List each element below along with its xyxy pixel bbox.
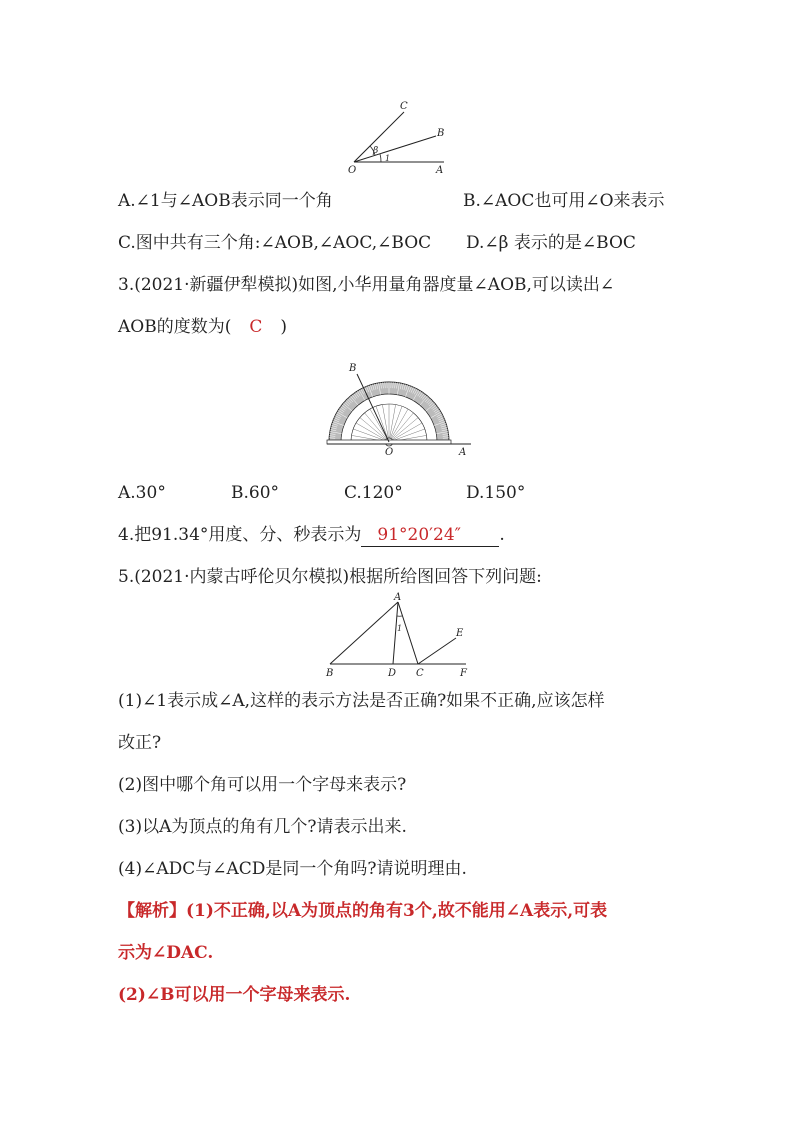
q2-option-c: C.图中共有三个角:∠AOB,∠AOC,∠BOC xyxy=(118,233,432,253)
q4-stem: 4.把91.34°用度、分、秒表示为 xyxy=(118,525,362,545)
label-b: B xyxy=(437,128,445,139)
q5-sub1-line1: (1)∠1表示成∠A,这样的表示方法是否正确?如果不正确,应该怎样 xyxy=(118,691,605,711)
q3-option-d: D.150° xyxy=(466,483,526,503)
label-a: A xyxy=(394,592,402,603)
label-o: O xyxy=(348,165,357,176)
label-b: B xyxy=(326,668,334,679)
arc-one xyxy=(380,154,381,162)
q2-option-d: D.∠β 表示的是∠BOC xyxy=(466,233,636,253)
label-one: 1 xyxy=(397,624,403,633)
label-c: C xyxy=(416,668,424,679)
segment-ac xyxy=(398,602,418,664)
label-one: 1 xyxy=(385,154,391,163)
q5-stem: 5.(2021·内蒙古呼伦贝尔模拟)根据所给图回答下列问题: xyxy=(118,567,542,587)
q5-sub4: (4)∠ADC与∠ACD是同一个角吗?请说明理由. xyxy=(118,859,467,879)
q3-stem-pre: AOB的度数为( xyxy=(118,317,232,337)
label-e: E xyxy=(456,628,464,639)
segment-ce xyxy=(418,638,456,664)
segment-ab xyxy=(330,602,398,664)
q4-end: . xyxy=(499,525,505,545)
solution-line3: (2)∠B可以用一个字母来表示. xyxy=(118,985,351,1005)
label-c: C xyxy=(400,101,408,112)
q3-stem-line1: 3.(2021·新疆伊犁模拟)如图,小华用量角器度量∠AOB,可以读出∠ xyxy=(118,275,615,295)
angle-figure-q2 xyxy=(340,96,470,180)
label-beta: β xyxy=(373,146,379,156)
segment-ad xyxy=(393,602,398,664)
q3-stem-line2 xyxy=(118,316,287,338)
q5-sub3: (3)以A为顶点的角有几个?请表示出来. xyxy=(118,817,407,837)
q4-line xyxy=(118,524,505,547)
q3-option-c: C.120° xyxy=(344,483,403,503)
q2-option-b: B.∠AOC也可用∠O来表示 xyxy=(463,191,665,211)
label-a: A xyxy=(436,165,444,176)
label-b: B xyxy=(349,363,357,374)
q3-option-b: B.60° xyxy=(231,483,280,503)
solution-line2: 示为∠DAC. xyxy=(118,943,214,963)
protractor-figure-q3 xyxy=(325,356,485,460)
q5-sub2: (2)图中哪个角可以用一个字母来表示? xyxy=(118,775,407,795)
q3-stem-post: ) xyxy=(280,317,287,337)
q3-option-a: A.30° xyxy=(118,483,166,503)
solution-tag: 【解析】 xyxy=(118,901,186,921)
q4-answer: 91°20′24″ xyxy=(377,525,461,545)
q3-answer: C xyxy=(249,317,263,337)
q5-sub1-line2: 改正? xyxy=(118,733,162,753)
solution-text1: (1)不正确,以A为顶点的角有3个,故不能用∠A表示,可表 xyxy=(186,901,608,921)
label-d: D xyxy=(388,668,397,679)
label-f: F xyxy=(460,668,467,679)
solution-line1 xyxy=(118,900,607,922)
q4-answer-blank xyxy=(361,524,499,547)
q2-option-a: A.∠1与∠AOB表示同一个角 xyxy=(118,191,333,211)
label-a: A xyxy=(459,447,467,458)
label-o: O xyxy=(385,447,394,458)
triangle-figure-q5 xyxy=(320,592,480,680)
